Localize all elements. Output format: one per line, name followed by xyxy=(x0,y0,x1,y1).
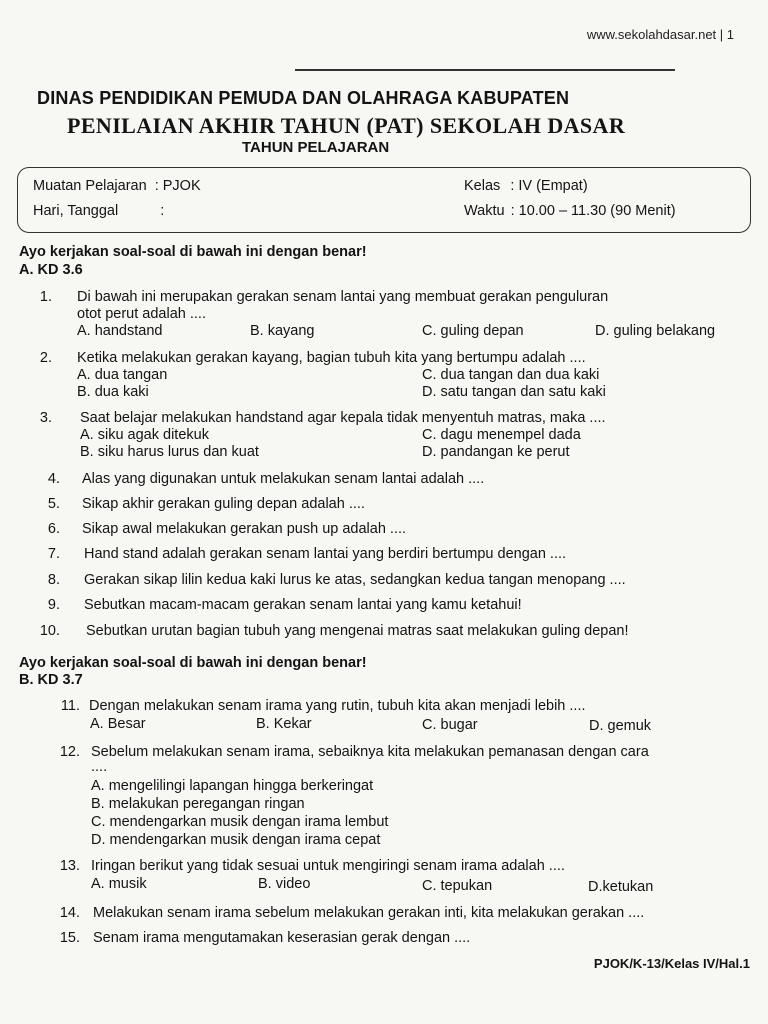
q1-option-d: D. guling belakang xyxy=(595,323,716,339)
subject-row xyxy=(33,178,201,194)
question-text-cont: .... xyxy=(91,759,108,775)
q13-option-c: C. tepukan xyxy=(422,878,493,894)
class-row xyxy=(464,178,588,194)
question-text: Ketika melakukan gerakan kayang, bagian tubuh kita yang bertumpu adalah .... xyxy=(77,350,586,366)
q11-option-c: C. bugar xyxy=(422,717,478,733)
agency-heading: DINAS PENDIDIKAN PEMUDA DAN OLAHRAGA KABUPATEN xyxy=(37,88,570,108)
question-number: 7. xyxy=(47,546,60,562)
subject-value: : PJOK xyxy=(154,178,201,194)
question-number: 8. xyxy=(47,572,60,588)
subject-label: Muatan Pelajaran xyxy=(33,178,147,194)
question-text: Sebutkan urutan bagian tubuh yang mengenai matras saat melakukan guling depan! xyxy=(86,623,629,639)
q3-option-d: D. pandangan ke perut xyxy=(422,444,570,460)
q12-option-c: C. mendengarkan musik dengan irama lembut xyxy=(91,814,389,830)
question-text: Saat belajar melakukan handstand agar kepala tidak menyentuh matras, maka .... xyxy=(80,410,606,426)
time-value: : 10.00 – 11.30 (90 Menit) xyxy=(510,203,676,219)
question-text: Gerakan sikap lilin kedua kaki lurus ke atas, sedangkan kedua tangan menopang .... xyxy=(84,572,626,588)
question-number: 10. xyxy=(39,623,60,639)
section-b-instruction: Ayo kerjakan soal-soal di bawah ini dengan benar! xyxy=(19,655,367,671)
question-text: Sebelum melakukan senam irama, sebaiknya kita melakukan pemanasan dengan cara xyxy=(91,744,649,760)
question-number: 4. xyxy=(47,471,60,487)
q1-option-b: B. kayang xyxy=(250,323,315,339)
q1-option-c: C. guling depan xyxy=(422,323,524,339)
class-value: : IV (Empat) xyxy=(510,178,588,194)
q13-option-d: D.ketukan xyxy=(588,879,654,895)
class-label: Kelas xyxy=(464,178,501,194)
question-number: 14. xyxy=(59,905,80,921)
date-value: : xyxy=(160,203,165,219)
question-text: Alas yang digunakan untuk melakukan senam lantai adalah .... xyxy=(82,471,485,487)
info-box xyxy=(17,167,751,233)
section-a-kd: A. KD 3.6 xyxy=(19,262,83,278)
question-number: 9. xyxy=(47,597,60,613)
q3-option-b: B. siku harus lurus dan kuat xyxy=(80,444,259,460)
q2-option-c: C. dua tangan dan dua kaki xyxy=(422,367,600,383)
q12-option-a: A. mengelilingi lapangan hingga berkeringat xyxy=(91,778,374,794)
q12-option-d: D. mendengarkan musik dengan irama cepat xyxy=(91,832,381,848)
question-text: Di bawah ini merupakan gerakan senam lantai yang membuat gerakan penguluran xyxy=(77,289,609,305)
q12-option-b: B. melakukan peregangan ringan xyxy=(91,796,305,812)
q13-option-b: B. video xyxy=(258,876,311,892)
question-number: 11. xyxy=(60,698,80,714)
question-text: Sikap awal melakukan gerakan push up adalah .... xyxy=(82,521,407,537)
question-text: Sebutkan macam-macam gerakan senam lantai yang kamu ketahui! xyxy=(84,597,522,613)
question-text: Hand stand adalah gerakan senam lantai yang berdiri bertumpu dengan .... xyxy=(84,546,567,562)
time-row xyxy=(464,203,676,219)
question-number: 12. xyxy=(59,744,80,760)
question-number: 13. xyxy=(59,858,80,874)
q3-option-c: C. dagu menempel dada xyxy=(422,427,581,443)
top-rule xyxy=(295,69,675,71)
q11-option-d: D. gemuk xyxy=(589,718,652,734)
question-number: 3. xyxy=(39,410,52,426)
question-text: Iringan berikut yang tidak sesuai untuk mengiringi senam irama adalah .... xyxy=(91,858,565,874)
q11-option-a: A. Besar xyxy=(90,716,146,732)
school-year: TAHUN PELAJARAN xyxy=(242,139,390,156)
question-number: 2. xyxy=(39,350,52,366)
section-a-instruction: Ayo kerjakan soal-soal di bawah ini dengan benar! xyxy=(19,244,367,260)
section-b-kd: B. KD 3.7 xyxy=(19,672,83,688)
site-header: www.sekolahdasar.net | 1 xyxy=(586,27,734,42)
q3-option-a: A. siku agak ditekuk xyxy=(80,427,209,443)
q2-option-d: D. satu tangan dan satu kaki xyxy=(422,384,606,400)
question-text-cont: otot perut adalah .... xyxy=(77,306,206,322)
question-number: 15. xyxy=(59,930,80,946)
q2-option-a: A. dua tangan xyxy=(77,367,168,383)
exam-title: PENILAIAN AKHIR TAHUN (PAT) SEKOLAH DASAR xyxy=(67,113,626,138)
date-label: Hari, Tanggal xyxy=(33,203,119,219)
question-number: 6. xyxy=(47,521,60,537)
question-number: 5. xyxy=(47,496,60,512)
question-text: Melakukan senam irama sebelum melakukan gerakan inti, kita melakukan gerakan .... xyxy=(93,905,645,921)
question-text: Senam irama mengutamakan keserasian gerak dengan .... xyxy=(93,930,471,946)
q1-option-a: A. handstand xyxy=(77,323,163,339)
q13-option-a: A. musik xyxy=(91,876,147,892)
q11-option-b: B. Kekar xyxy=(256,716,312,732)
question-text: Dengan melakukan senam irama yang rutin, tubuh kita akan menjadi lebih .... xyxy=(89,698,586,714)
page-footer: PJOK/K-13/Kelas IV/Hal.1 xyxy=(593,956,750,971)
q2-option-b: B. dua kaki xyxy=(77,384,149,400)
date-row xyxy=(33,203,164,219)
question-number: 1. xyxy=(39,289,52,305)
time-label: Waktu xyxy=(464,203,505,219)
question-text: Sikap akhir gerakan guling depan adalah .... xyxy=(82,496,365,512)
